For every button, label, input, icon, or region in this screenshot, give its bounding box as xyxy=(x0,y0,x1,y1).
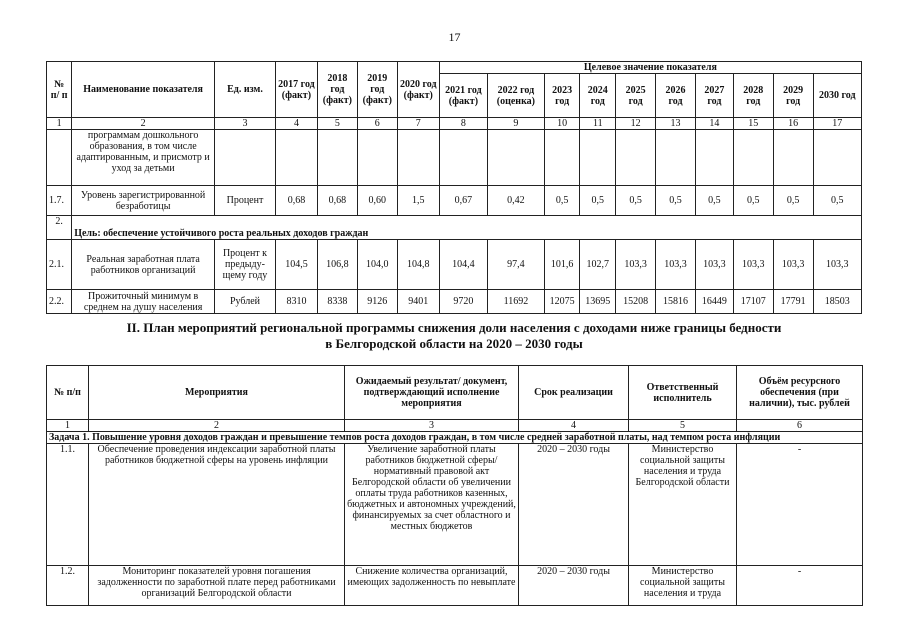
row-value: 8338 xyxy=(317,290,357,314)
row-value: 103,3 xyxy=(773,240,813,290)
row-value: 8310 xyxy=(275,290,317,314)
column-number: 11 xyxy=(580,118,616,130)
row-value: 0,5 xyxy=(616,186,656,216)
cell-res: - xyxy=(737,444,863,566)
column-number: 8 xyxy=(439,118,487,130)
column-number: 14 xyxy=(695,118,733,130)
row-value: 0,5 xyxy=(544,186,580,216)
header-year: 2017 год (факт) xyxy=(275,62,317,118)
row-value: 103,3 xyxy=(733,240,773,290)
row-value: 16449 xyxy=(695,290,733,314)
table-row xyxy=(47,186,862,216)
header-num: № п/ п xyxy=(47,62,72,118)
header-cell: Ожидаемый результат/ документ, подтверждающий исполнение мероприятия xyxy=(345,366,519,420)
header-year: 2018 год (факт) xyxy=(317,62,357,118)
section-title: II. План мероприятий региональной программы снижения доли населения с доходами ниже границы бедности в Белгородской области на 2020 – 2030 годы xyxy=(126,320,782,351)
cell-res: - xyxy=(737,566,863,606)
row-value: 13695 xyxy=(580,290,616,314)
header-year: 2019 год (факт) xyxy=(357,62,397,118)
row-value: 0,68 xyxy=(317,186,357,216)
table-row xyxy=(47,566,863,606)
header-year: 2025 год xyxy=(616,74,656,118)
goal-row xyxy=(47,216,862,240)
row-unit: Рублей xyxy=(215,290,276,314)
header-year: 2021 год (факт) xyxy=(439,74,487,118)
cell-exec: Министерство социальной защиты населения и труда xyxy=(629,566,737,606)
measures-table xyxy=(46,365,863,606)
task-row: Задача 1. Повышение уровня доходов граждан и превышение темпов роста доходов граждан, в том числе средней заработной платы, над темпом роста инфляции xyxy=(47,432,863,444)
row-value: 97,4 xyxy=(488,240,545,290)
header-cell: Объём ресурсного обеспечения (при наличии), тыс. рублей xyxy=(737,366,863,420)
row-value: 0,68 xyxy=(275,186,317,216)
column-number: 1 xyxy=(47,118,72,130)
row-value: 104,0 xyxy=(357,240,397,290)
header-year: 2029 год xyxy=(773,74,813,118)
row-value: 0,60 xyxy=(357,186,397,216)
column-number: 13 xyxy=(656,118,696,130)
header-year: 2030 год xyxy=(813,74,861,118)
row-value: 106,8 xyxy=(317,240,357,290)
row-value: 104,5 xyxy=(275,240,317,290)
row-value: 104,4 xyxy=(439,240,487,290)
row-value: 103,3 xyxy=(813,240,861,290)
row-unit: Процент xyxy=(215,186,276,216)
cell-result: Снижение количества организаций, имеющих задолженность по невыплате xyxy=(345,566,519,606)
row-value: 102,7 xyxy=(580,240,616,290)
row-value: 0,5 xyxy=(656,186,696,216)
column-number: 4 xyxy=(275,118,317,130)
header-cell: Срок реализации xyxy=(519,366,629,420)
row-name: Прожиточный минимум в среднем на душу населения xyxy=(72,290,215,314)
header-target: Целевое значение показателя xyxy=(439,62,861,74)
table-row xyxy=(47,240,862,290)
row-value: 0,5 xyxy=(773,186,813,216)
header-year: 2027 год xyxy=(695,74,733,118)
table-row xyxy=(47,444,863,566)
column-number: 12 xyxy=(616,118,656,130)
column-number: 5 xyxy=(317,118,357,130)
header-year: 2024 год xyxy=(580,74,616,118)
column-number: 2 xyxy=(89,420,345,432)
column-number: 17 xyxy=(813,118,861,130)
row-value: 12075 xyxy=(544,290,580,314)
row-value: 101,6 xyxy=(544,240,580,290)
row-value: 17107 xyxy=(733,290,773,314)
row-value: 0,5 xyxy=(813,186,861,216)
column-number: 5 xyxy=(629,420,737,432)
cell-num: 1.1. xyxy=(47,444,89,566)
row-value: 11692 xyxy=(488,290,545,314)
row-value: 0,5 xyxy=(580,186,616,216)
row-value: 18503 xyxy=(813,290,861,314)
table-row xyxy=(47,290,862,314)
cell-measure: Обеспечение проведения индексации заработной платы работников бюджетной сферы на уровень инфляции xyxy=(89,444,345,566)
header-cell: Мероприятия xyxy=(89,366,345,420)
goal-text: Цель: обеспечение устойчивого роста реальных доходов граждан xyxy=(72,216,862,240)
header-year: 2028 год xyxy=(733,74,773,118)
row-value: 103,3 xyxy=(656,240,696,290)
row-value: 103,3 xyxy=(695,240,733,290)
row-value: 0,42 xyxy=(488,186,545,216)
column-number: 4 xyxy=(519,420,629,432)
row-value: 9720 xyxy=(439,290,487,314)
column-number: 6 xyxy=(357,118,397,130)
column-number: 6 xyxy=(737,420,863,432)
row-name: Уровень зарегистрированной безработицы xyxy=(72,186,215,216)
page-number: 17 xyxy=(448,30,461,44)
column-number: 1 xyxy=(47,420,89,432)
column-number: 3 xyxy=(345,420,519,432)
header-cell: Ответственный исполнитель xyxy=(629,366,737,420)
row-value: 0,5 xyxy=(733,186,773,216)
row-value: 17791 xyxy=(773,290,813,314)
row-number: 2.1. xyxy=(47,240,72,290)
row-value: 104,8 xyxy=(397,240,439,290)
cell-period: 2020 – 2030 годы xyxy=(519,444,629,566)
cell-measure: Мониторинг показателей уровня погашения задолженности по заработной плате перед работниками организаций Белгородской области xyxy=(89,566,345,606)
row-value: 15816 xyxy=(656,290,696,314)
continued-row-name: программам дошкольного образования, в том числе адаптированным, и присмотр и уход за детьми xyxy=(72,130,215,186)
indicators-table xyxy=(46,61,862,314)
row-value: 9401 xyxy=(397,290,439,314)
row-value: 15208 xyxy=(616,290,656,314)
cell-result: Увеличение заработной платы работников бюджетной сферы/ нормативный правовой акт Белгородской области об увеличении оплаты труда работников казенных, бюджетных и автономных учреждений, финансируемых за счет областного и местных бюджетов xyxy=(345,444,519,566)
column-number: 15 xyxy=(733,118,773,130)
column-number: 7 xyxy=(397,118,439,130)
row-value: 0,5 xyxy=(695,186,733,216)
column-number: 3 xyxy=(215,118,276,130)
row-number: 1.7. xyxy=(47,186,72,216)
goal-num: 2. xyxy=(47,216,72,240)
header-year: 2022 год (оценка) xyxy=(488,74,545,118)
cell-exec: Министерство социальной защиты населения и труда Белгородской области xyxy=(629,444,737,566)
header-cell: № п/п xyxy=(47,366,89,420)
header-name: Наименование показателя xyxy=(72,62,215,118)
row-value: 1,5 xyxy=(397,186,439,216)
row-value: 9126 xyxy=(357,290,397,314)
header-year: 2023 год xyxy=(544,74,580,118)
row-unit: Процент к предыду- щему году xyxy=(215,240,276,290)
column-number: 10 xyxy=(544,118,580,130)
cell-num: 1.2. xyxy=(47,566,89,606)
column-number: 9 xyxy=(488,118,545,130)
column-number: 2 xyxy=(72,118,215,130)
column-number: 16 xyxy=(773,118,813,130)
row-value: 103,3 xyxy=(616,240,656,290)
row-value: 0,67 xyxy=(439,186,487,216)
header-unit: Ед. изм. xyxy=(215,62,276,118)
header-year: 2026 год xyxy=(656,74,696,118)
header-year: 2020 год (факт) xyxy=(397,62,439,118)
row-number: 2.2. xyxy=(47,290,72,314)
row-name: Реальная заработная плата работников организаций xyxy=(72,240,215,290)
cell-period: 2020 – 2030 годы xyxy=(519,566,629,606)
